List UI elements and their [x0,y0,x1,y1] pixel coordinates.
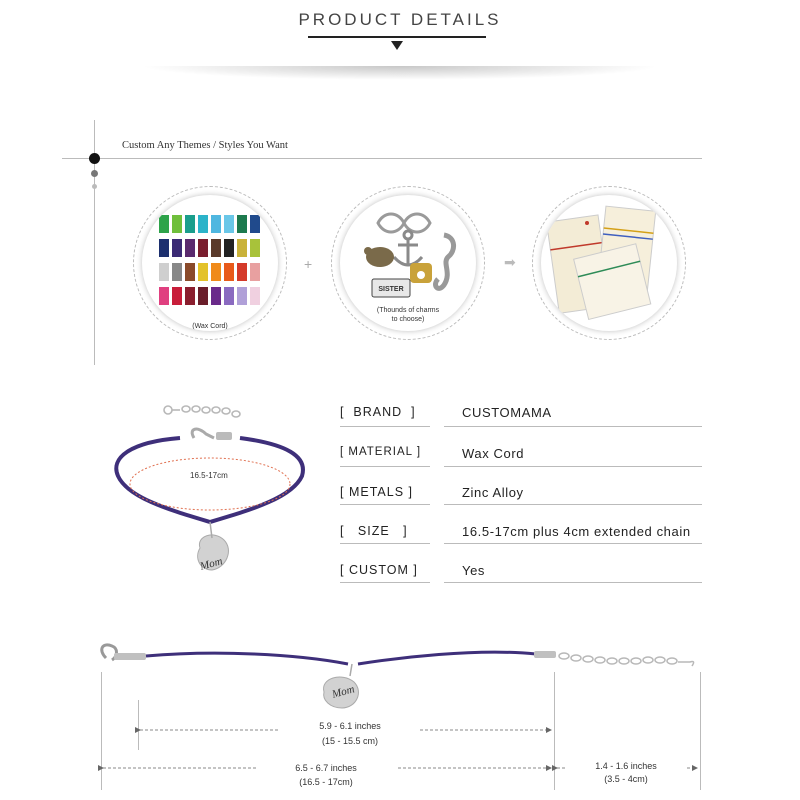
svg-text:SISTER: SISTER [378,286,404,293]
color-swatch [211,215,221,233]
color-swatch [250,215,260,233]
total-length-cm: (16.5 - 17cm) [299,777,353,787]
color-swatch [172,287,182,305]
color-swatch [185,287,195,305]
spec-divider [340,426,430,427]
charm-text: Mom [198,555,224,573]
spec-label-metals: [ METALS ] [340,485,413,499]
spec-divider [340,543,430,544]
header-shadow [140,66,660,80]
color-swatch [172,215,182,233]
spec-divider [340,466,430,467]
wish-cards-illustration [541,195,677,331]
spec-value-metals: Zinc Alloy [462,485,524,500]
color-swatch [185,239,195,257]
timeline-dot-large [89,153,100,164]
spec-divider [444,543,702,544]
extension-length-inches: 1.4 - 1.6 inches [566,760,686,772]
color-swatch [250,263,260,281]
color-swatch [211,287,221,305]
color-swatch [159,239,169,257]
charms-caption-line2: to choose) [391,316,425,323]
color-swatch [211,239,221,257]
color-swatch [237,287,247,305]
color-swatch [198,239,208,257]
spec-divider [444,466,702,467]
color-swatch [198,287,208,305]
inner-length-cm: (15 - 15.5 cm) [321,736,379,746]
timeline-dot-small [92,184,97,189]
spec-label-custom: [ CUSTOM ] [340,563,418,577]
wax-cord-caption: (Wax Cord) [192,323,228,330]
color-swatch [224,239,234,257]
timeline-dot-medium [91,170,98,177]
color-swatch [224,263,234,281]
color-swatch [250,239,260,257]
extension-length-cm: (3.5 - 4cm) [604,774,648,784]
color-swatch [185,263,195,281]
color-swatch [159,215,169,233]
total-length-inches: 6.5 - 6.7 inches [256,762,396,774]
custom-heading: Custom Any Themes / Styles You Want [122,140,288,151]
wax-cord-circle [133,186,287,340]
spec-value-custom: Yes [462,563,486,578]
color-swatch [237,239,247,257]
color-swatch [185,215,195,233]
flat-bracelet-image [96,640,706,710]
spec-divider [444,582,702,583]
section-divider [62,158,702,159]
color-swatch [198,215,208,233]
color-swatch [198,263,208,281]
arrow-right-icon: ➡ [504,254,516,270]
color-swatch [224,215,234,233]
wish-cards-circle [532,186,686,340]
color-swatch [237,263,247,281]
caret-down-icon [391,41,403,50]
spec-divider [444,504,702,505]
color-swatch [172,263,182,281]
flat-charm-text: Mom [330,683,356,701]
color-swatch [159,287,169,305]
spec-label-brand: [ BRAND ] [340,405,416,419]
color-swatch [224,287,234,305]
page-title: PRODUCT DETAILS [298,10,502,29]
color-swatch [159,263,169,281]
inner-length-inches: 5.9 - 6.1 inches [280,720,420,732]
spec-value-brand: CUSTOMAMA [462,405,552,420]
title-underline [308,36,486,38]
spec-label-material: [ MATERIAL ] [340,446,422,458]
spec-label-size: [ SIZE ] [340,524,408,538]
charms-caption-line1: (Thounds of charms [376,307,440,314]
color-swatch [172,239,182,257]
loop-length-label: 16.5-17cm [190,471,228,480]
color-swatch [211,263,221,281]
spec-divider [340,582,430,583]
plus-icon: + [304,256,313,272]
color-swatch [250,287,260,305]
spec-divider [340,504,430,505]
spec-value-material: Wax Cord [462,446,525,461]
spec-value-size: 16.5-17cm plus 4cm extended chain [462,524,691,539]
charms-circle [331,186,485,340]
spec-divider [444,426,702,427]
color-swatch [237,215,247,233]
